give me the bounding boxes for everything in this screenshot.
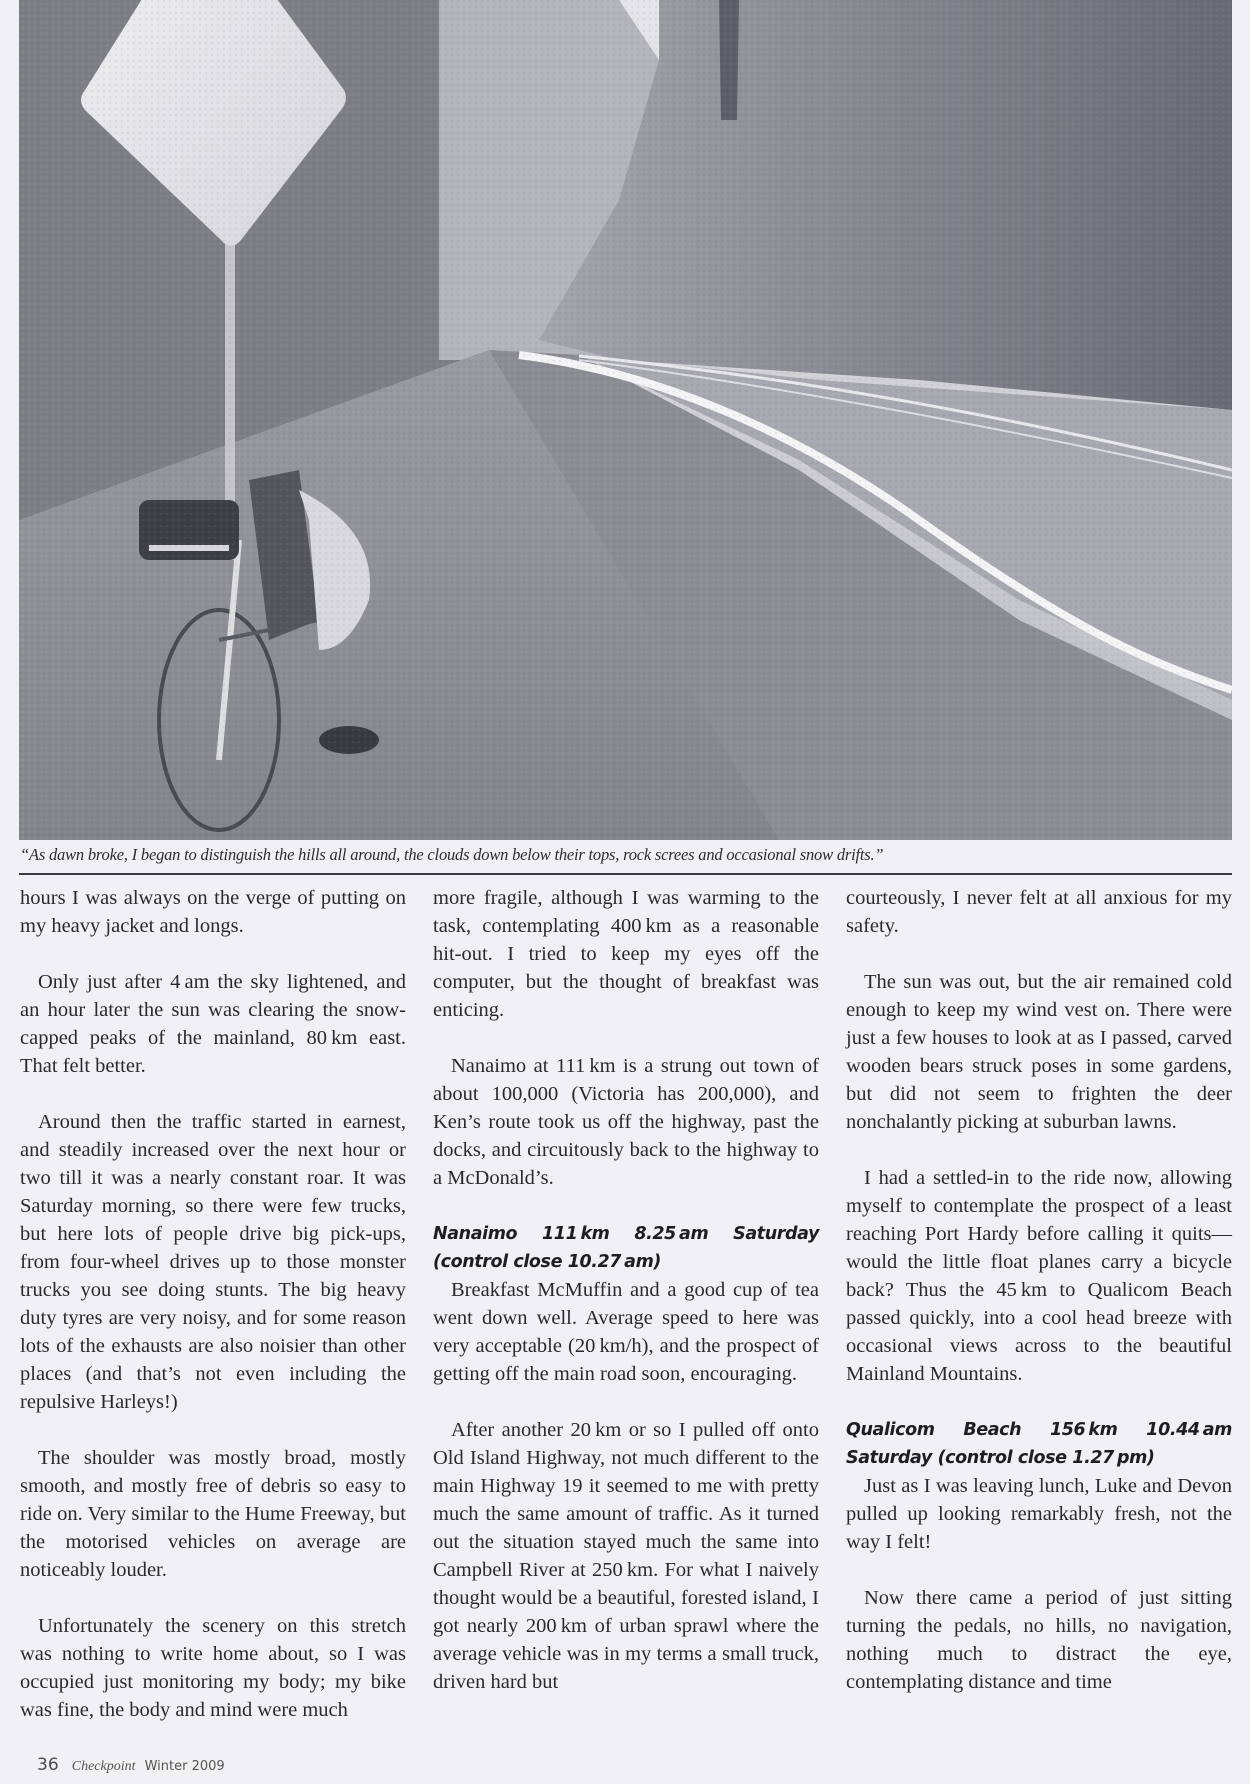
paragraph: Nanaimo at 111 km is a strung out town of about 100,000 (Victoria has 200,000), and Ken’s route took us off the highway, past the docks, and circuitously back to the highway to a McDonald’s.: [433, 1055, 819, 1189]
paragraph: Only just after 4 am the sky lightened, and an hour later the sun was clearing the snow-capped peaks of the mainland, 80 km east. That felt better.: [20, 971, 406, 1077]
paragraph: Just as I was leaving lunch, Luke and Devon pulled up looking remarkably fresh, not the way I felt!: [846, 1475, 1232, 1553]
paragraph: Breakfast McMuffin and a good cup of tea went down well. Average speed to here was very acceptable (20 km/h), and the prospect of getting off the main road soon, encouraging.: [433, 1279, 819, 1385]
paragraph: I had a settled-in to the ride now, allowing myself to contemplate the prospect of a least reaching Port Hardy before calling it quits—would the little float planes carry a bicycle back? Thus the 45 km to Qualicom Beach passed quickly, into a cool head breeze with occasional views across to the beautiful Mainland Mountains.: [846, 1167, 1232, 1385]
paragraph: Around then the traffic started in earnest, and steadily increased over the next hour or two till it was a nearly constant roar. It was Saturday morning, so there were few trucks, but here lots of people drive big pick-ups, from four-wheel drives up to those monster trucks you see doing stunts. The big heavy duty tyres are very noisy, and for some reason lots of the exhausts are also noisier than other places (and that’s not even including the repulsive Harleys!): [20, 1111, 406, 1413]
paragraph: courteously, I never felt at all anxious for my safety.: [846, 887, 1232, 937]
paragraph: Unfortunately the scenery on this stretch was nothing to write home about, so I was occupied just monitoring my body; my bike was fine, the body and mind were much: [20, 1615, 406, 1721]
page-footer: [37, 1755, 225, 1775]
paragraph: The shoulder was mostly broad, mostly smooth, and mostly free of debris so easy to ride on. Very similar to the Hume Freeway, but the motorised vehicles on average are noticeably louder.: [20, 1447, 406, 1581]
article-column-2: [433, 884, 819, 1724]
paragraph: more fragile, although I was warming to the task, contemplating 400 km as a reasonable hit-out. I tried to keep my eyes off the computer, but the thought of breakfast was enticing.: [433, 887, 819, 1021]
photo-caption: “As dawn broke, I began to distinguish the hills all around, the clouds down below their tops, rock screes and occasional snow drifts.”: [20, 845, 884, 864]
section-heading: Qualicom Beach 156 km 10.44 am Saturday (control close 1.27 pm): [846, 1420, 1232, 1468]
article-column-3: [846, 884, 1232, 1724]
paragraph: The sun was out, but the air remained cold enough to keep my wind vest on. There were just a few houses to look at as I passed, carved wooden bears struck poses in some gardens, but did not seem to frighten the deer nonchalantly picking at suburban lawns.: [846, 971, 1232, 1133]
roadside-bicycle-photo: [19, 0, 1232, 840]
magazine-name: Checkpoint: [71, 1759, 136, 1774]
paragraph: After another 20 km or so I pulled off onto Old Island Highway, not much different to the main Highway 19 it seemed to me with pretty much the same amount of traffic. As it turned out the situation stayed much the same into Campbell River at 250 km. For what I naively thought would be a beautiful, forested island, I got nearly 200 km of urban sprawl where the average vehicle was in my terms a small truck, driven hard but: [433, 1419, 819, 1693]
caption-divider: [19, 873, 1232, 875]
paragraph: hours I was always on the verge of putting on my heavy jacket and longs.: [20, 887, 406, 937]
section-heading: Nanaimo 111 km 8.25 am Saturday (control close 10.27 am): [433, 1224, 819, 1272]
article-photo: [19, 0, 1232, 840]
issue-date: Winter 2009: [144, 1759, 225, 1774]
article-column-1: [20, 884, 406, 1752]
page-number: 36: [37, 1755, 59, 1775]
paragraph: Now there came a period of just sitting turning the pedals, no hills, no navigation, nothing much to distract the eye, contemplating distance and time: [846, 1587, 1232, 1693]
